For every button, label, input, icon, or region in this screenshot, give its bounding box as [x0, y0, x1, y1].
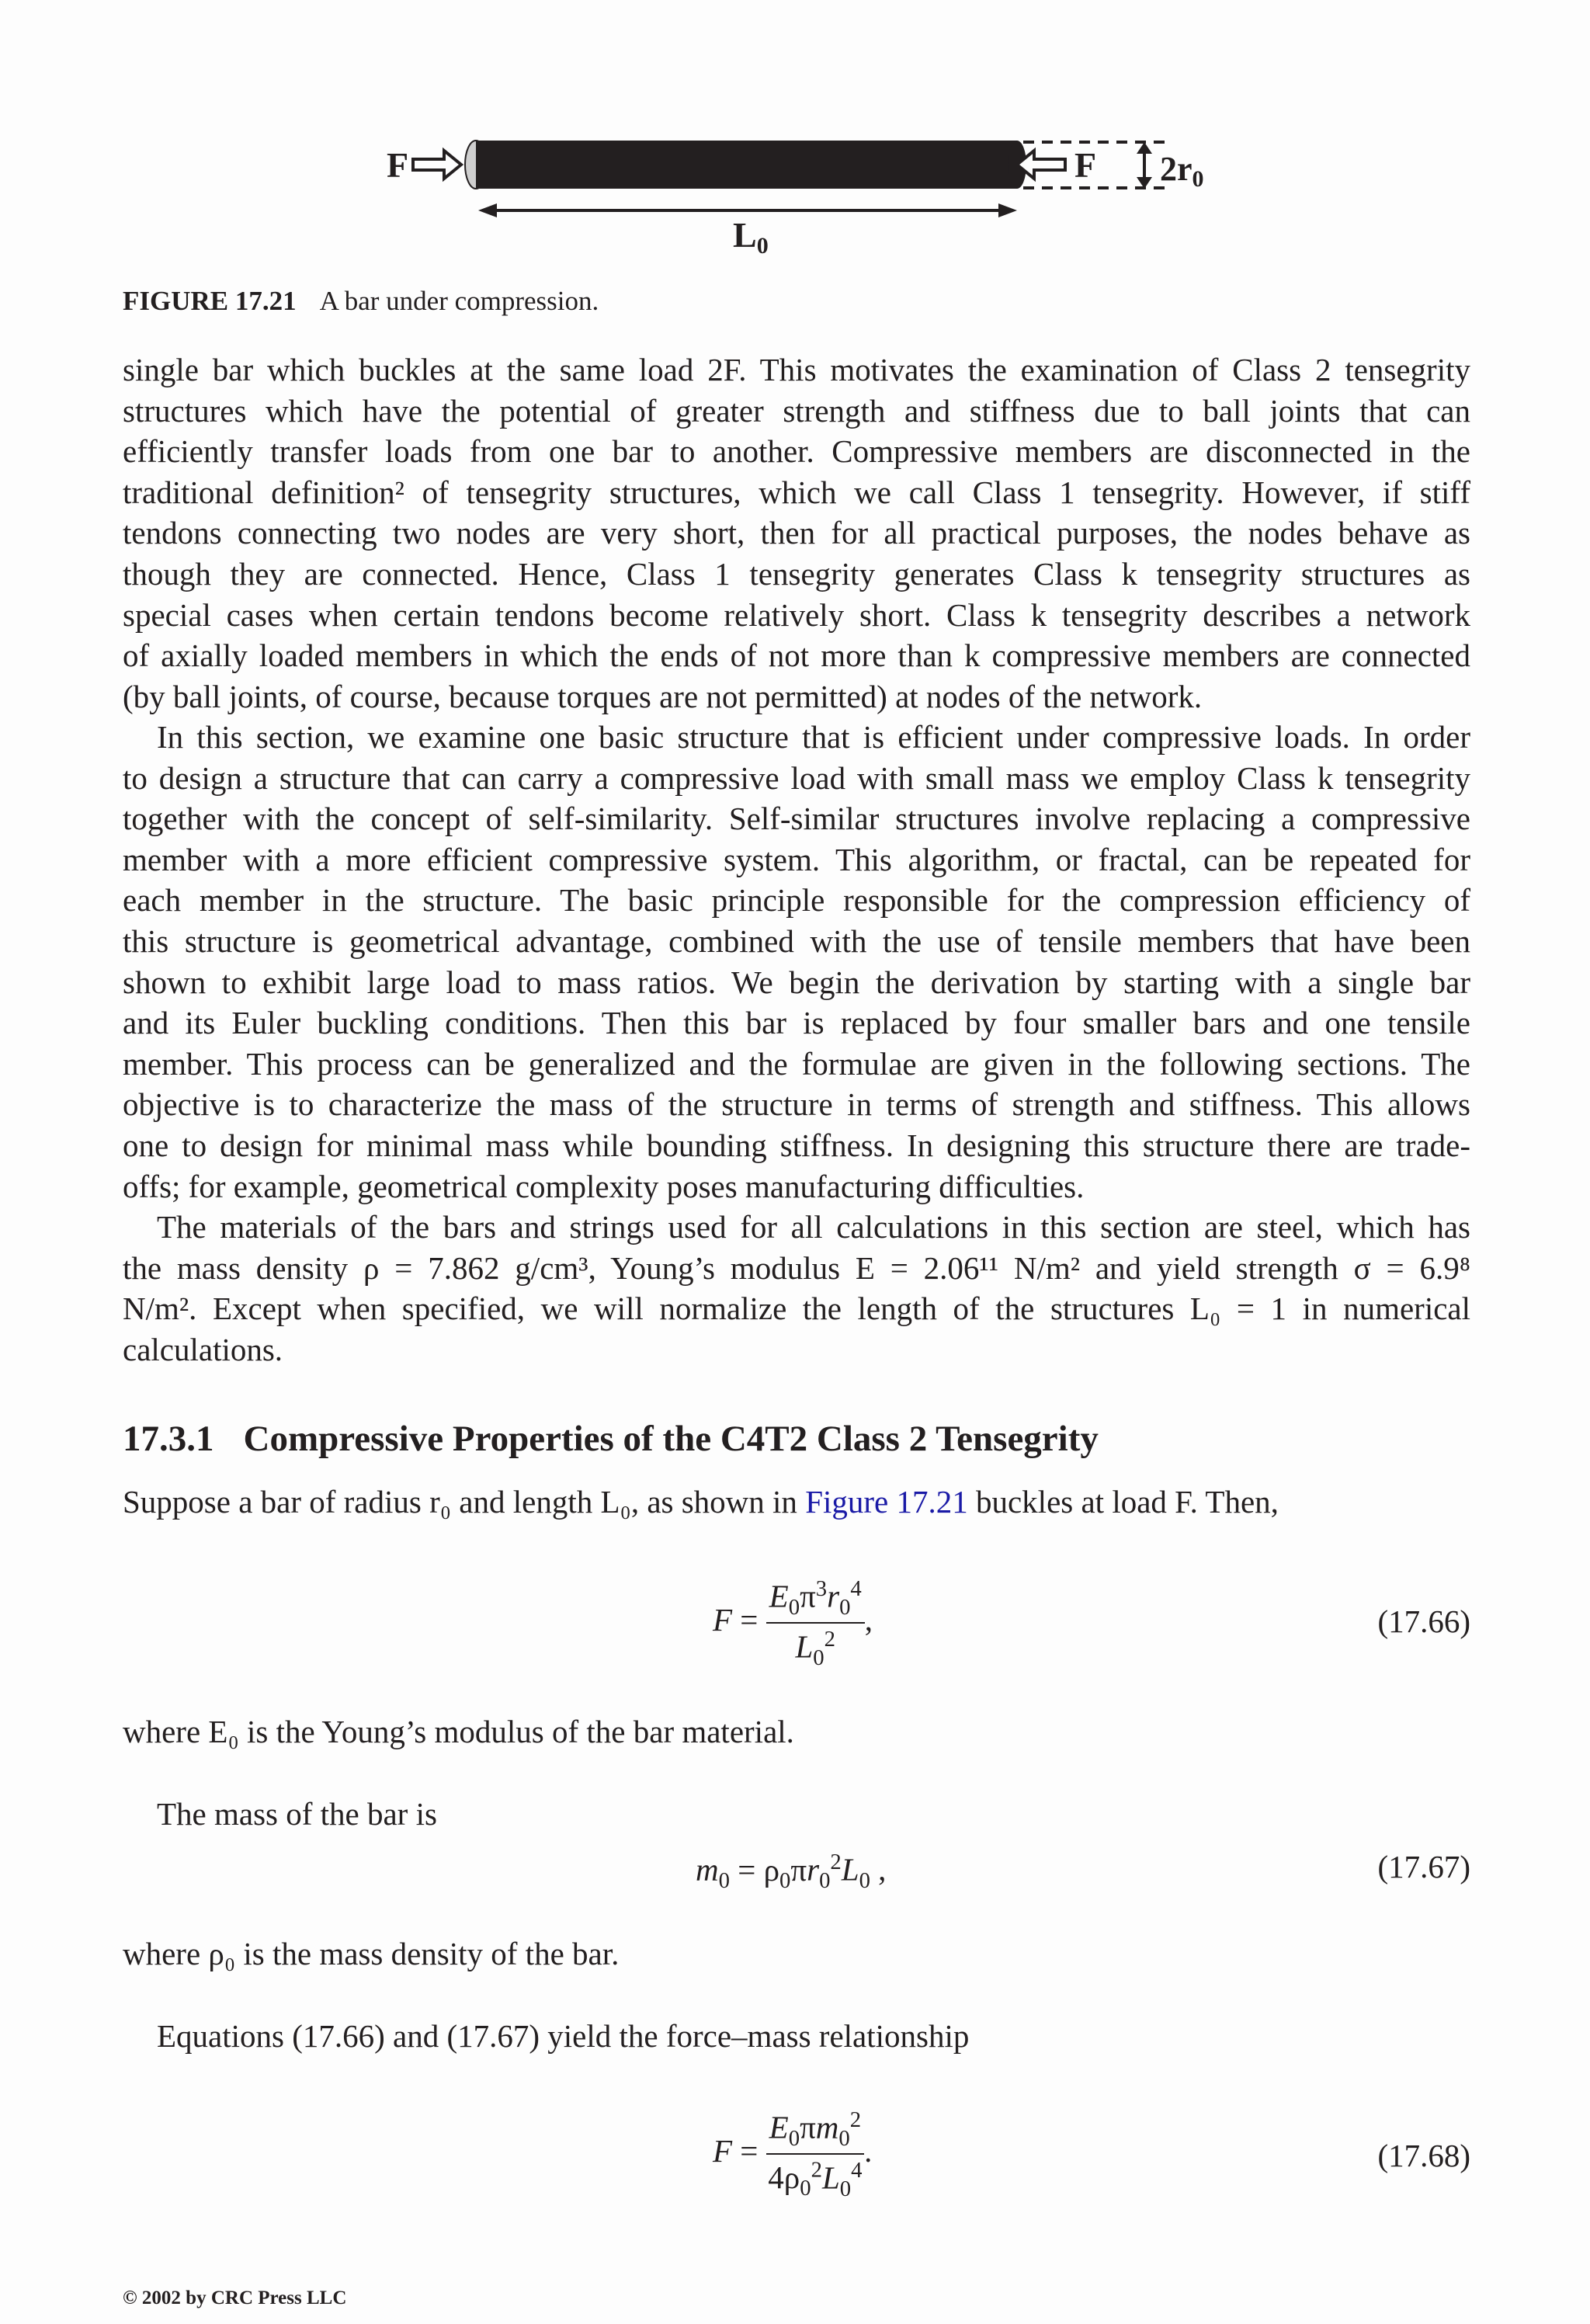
paragraph-2-line: member with a more efficient compressive system. This algorithm, or fractal, can be repeated for [123, 841, 1470, 877]
paragraph-2-line: offs; for example, geometrical complexity poses manufacturing difficulties. [123, 1168, 1085, 1204]
paragraph-3-line: The materials of the bars and strings used for all calculations in this section are steel, which has [157, 1209, 1470, 1245]
figure-caption [123, 286, 599, 317]
bar-body [476, 141, 1017, 189]
eq1-where-text: where E₀ is the Young’s modulus of the bar material. [123, 1714, 794, 1749]
eq2-where-text: where ρ₀ is the mass density of the bar. [123, 1936, 620, 1971]
length-arrow-right-icon [998, 203, 1017, 217]
figure-caption-label: FIGURE 17.21 [123, 286, 297, 316]
eq3-intro-text: Equations (17.66) and (17.67) yield the force–mass relationship [157, 2018, 970, 2054]
eq2-intro-text: The mass of the bar is [157, 1796, 437, 1832]
paragraph-2-line: In this section, we examine one basic structure that is efficient under compressive loads. In order [157, 719, 1470, 755]
paragraph-1-line: though they are connected. Hence, Class 1 tensegrity generates Class k tensegrity structures as [123, 555, 1470, 592]
paragraph-3-line: N/m². Except when specified, we will normalize the length of the structures L₀ = 1 in numerical [123, 1291, 1470, 1327]
figure-diameter-label: 2r0 [1160, 150, 1204, 192]
paragraph-3-line: the mass density ρ = 7.862 g/cm³, Young’s modulus E = 2.06¹¹ N/m² and yield strength σ = 6.9⁸ [123, 1249, 1470, 1286]
equation-number-17-68: (17.68) [1377, 2138, 1470, 2173]
figure-length-label: L0 [733, 215, 769, 259]
section-number: 17.3.1 [123, 1419, 214, 1459]
paragraph-4-text-end: buckles at load F. Then, [975, 1484, 1279, 1520]
paragraph-2-line: one to design for minimal mass while bounding stiffness. In designing this structure there are trade- [123, 1127, 1470, 1163]
paragraph-1-line: of axially loaded members in which the ends of not more than k compressive members are connected [123, 637, 1470, 674]
paragraph-3-line: calculations. [123, 1331, 283, 1367]
paragraph-2-line: this structure is geometrical advantage, combined with the use of tensile members that have been [123, 922, 1470, 959]
paragraph-1-line: traditional definition² of tensegrity structures, which we call Class 1 tensegrity. However, if stiff [123, 474, 1470, 510]
bar-compression-figure [0, 0, 1590, 280]
section-heading [123, 1418, 1099, 1460]
equation-number-17-66: (17.66) [1377, 1603, 1470, 1639]
paragraph-2-line: member. This process can be generalized and the formulae are given in the following sections. The [123, 1045, 1470, 1082]
paragraph-4-text: Suppose a bar of radius r₀ and length L₀, as shown in [123, 1484, 797, 1520]
copyright-footer: © 2002 by CRC Press LLC [123, 2288, 347, 2308]
paragraph-1-line: tendons connecting two nodes are very short, then for all practical purposes, the nodes behave as [123, 515, 1470, 551]
paragraph-3 [123, 1207, 1470, 1370]
paragraph-2-line: to design a structure that can carry a compressive load with small mass we employ Class k tensegrity [123, 759, 1470, 796]
paragraph-1-line: (by ball joints, of course, because torques are not permitted) at nodes of the network. [123, 678, 1203, 714]
paragraph-2-line: each member in the structure. The basic principle responsible for the compression efficiency of [123, 882, 1470, 919]
figure-reference-link[interactable]: Figure 17.21 [805, 1484, 968, 1520]
equation-17-66: F = $\frac{E_0\pi^3r_0^4}{L_0^2}$ , [713, 1576, 873, 1670]
paragraph-2-line: shown to exhibit large load to mass ratios. We begin the derivation by starting with a single bar [123, 964, 1470, 1000]
equation-17-68: F = $\frac{E_0\pi m_0^2}{4\rho_0^2L_0^4}$ . [713, 2107, 873, 2201]
figure-force-right-label: F [1074, 145, 1097, 185]
paragraph-1-line: single bar which buckles at the same load 2F. This motivates the examination of Class 2 tensegrity [123, 352, 1470, 387]
figure-force-left-label: F [387, 145, 409, 185]
paragraph-1 [123, 349, 1470, 717]
paragraph-2 [123, 717, 1470, 1207]
length-arrow-left-icon [478, 203, 497, 217]
paragraph-4 [123, 1482, 1470, 1523]
figure-caption-text: A bar under compression. [319, 286, 599, 316]
paragraph-1-line: efficiently transfer loads from one bar to another. Compressive members are disconnected in the [123, 433, 1470, 470]
section-title: Compressive Properties of the C4T2 Class 2 Tensegrity [243, 1419, 1099, 1459]
paragraph-1-line: special cases when certain tendons become relatively short. Class k tensegrity describes a network [123, 596, 1470, 633]
paragraph-1-line: structures which have the potential of greater strength and stiffness due to ball joints that can [123, 392, 1470, 429]
diameter-arrow-up-icon [1137, 142, 1152, 154]
equation-17-67: $m_0 = \rho_0\pi r_0^2L_0$ , [696, 1850, 887, 1893]
paragraph-2-line: together with the concept of self-similarity. Self-similar structures involve replacing a compressive [123, 801, 1470, 837]
paragraph-2-line: objective is to characterize the mass of the structure in terms of strength and stiffness. This allows [123, 1086, 1470, 1123]
equation-number-17-67: (17.67) [1377, 1849, 1470, 1885]
force-left-arrow-icon [413, 151, 461, 179]
paragraph-2-line: and its Euler buckling conditions. Then this bar is replaced by four smaller bars and one tensile [123, 1005, 1470, 1041]
